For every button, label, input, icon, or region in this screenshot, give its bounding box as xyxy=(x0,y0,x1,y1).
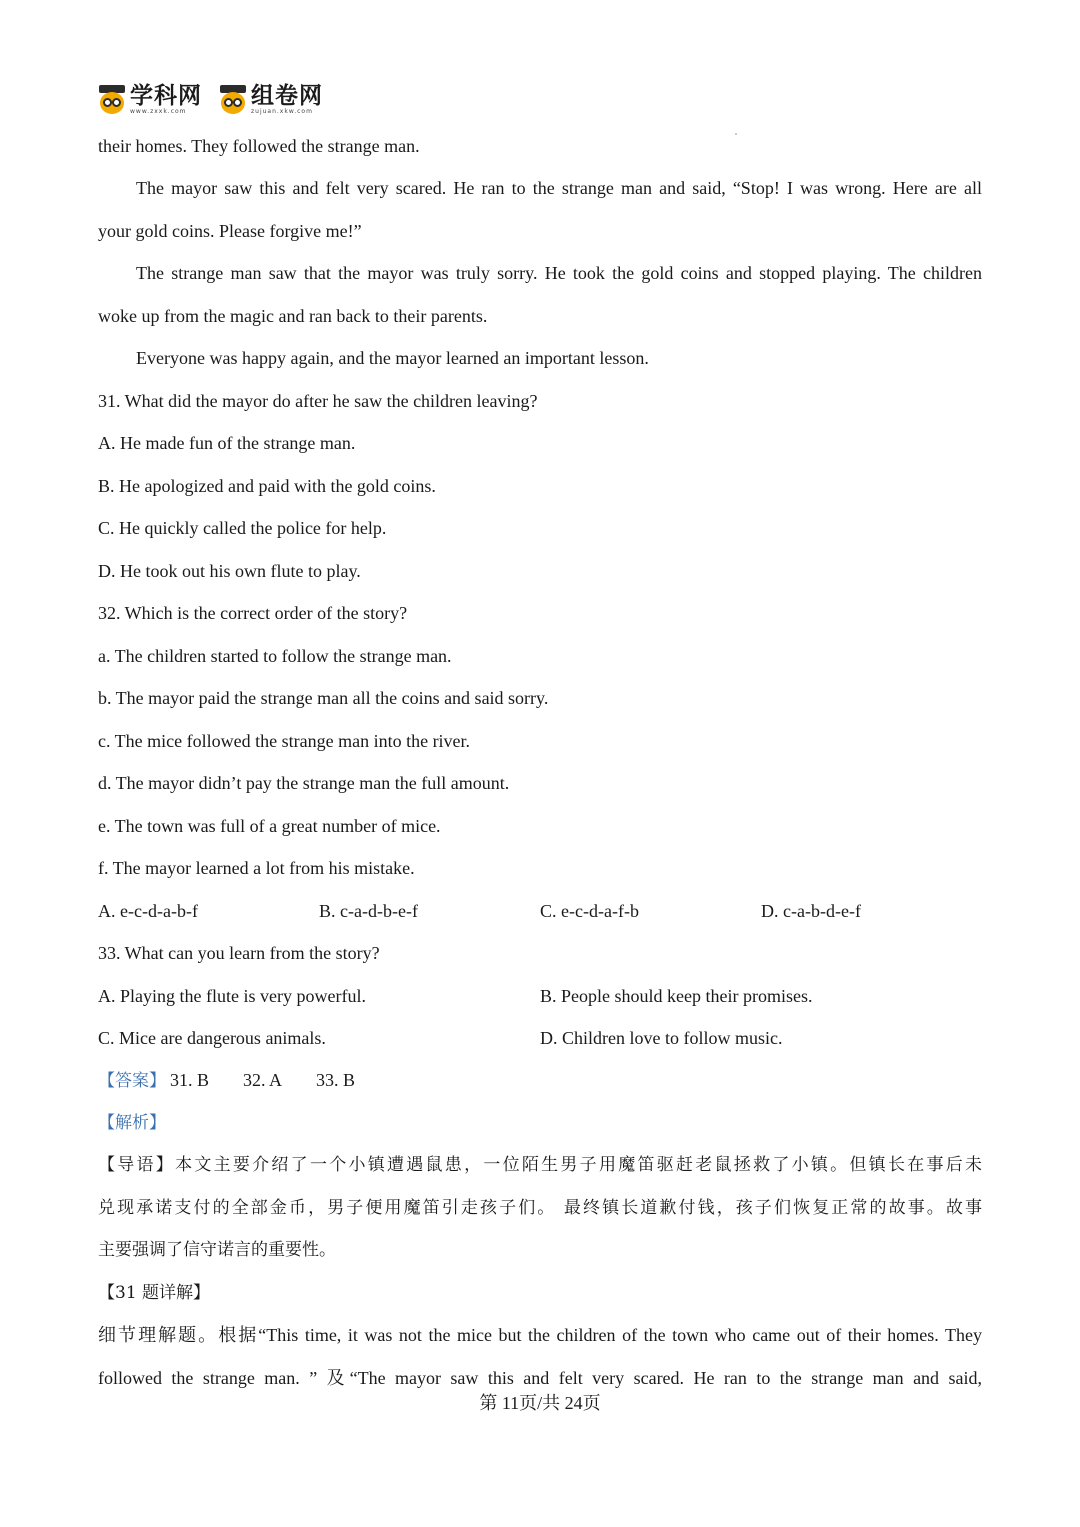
guide-text: 本文主要介绍了一个小镇遭遇鼠患，一位陌生男子用魔笛驱赶老鼠拯救了小镇。但镇长在事后未 xyxy=(175,1155,983,1175)
answer-tag: 【答案】 xyxy=(98,1071,166,1091)
owl-logo-icon xyxy=(218,85,248,115)
passage-line: The mayor saw this and felt very scared. He ran to the strange man and said, “Stop! I was wrong. Here are all xyxy=(136,178,982,198)
guide-tag: 【导语】 xyxy=(98,1155,176,1175)
logo-zujuan-name: 组卷网 xyxy=(251,83,323,109)
answer-32: 32. A xyxy=(243,1070,283,1090)
owl-logo-icon xyxy=(97,85,127,115)
q32-event-c: c. The mice followed the strange man into the river. xyxy=(98,731,471,751)
passage-line: their homes. They followed the strange man. xyxy=(98,136,420,156)
q33-option-c: C. Mice are dangerous animals. xyxy=(98,1028,326,1048)
q32-event-d: d. The mayor didn’t pay the strange man the full amount. xyxy=(98,773,510,793)
q32-event-e: e. The town was full of a great number of mice. xyxy=(98,816,441,836)
question-31: 31. What did the mayor do after he saw the children leaving? xyxy=(98,391,538,411)
logo-zxxk-url: www.zxxk.com xyxy=(130,108,187,115)
q33-option-b: B. People should keep their promises. xyxy=(540,986,813,1006)
q31-option-b: B. He apologized and paid with the gold coins. xyxy=(98,476,436,496)
passage-line: Everyone was happy again, and the mayor learned an important lesson. xyxy=(136,348,649,368)
q32-event-f: f. The mayor learned a lot from his mistake. xyxy=(98,858,415,878)
question-33: 33. What can you learn from the story? xyxy=(98,943,380,963)
analysis-tag: 【解析】 xyxy=(98,1113,166,1133)
q31-detail-line: 细节理解题。根据“This time, it was not the mice but the children of the town who came out of their homes. They xyxy=(98,1325,982,1345)
answer-31: 31. B xyxy=(170,1070,210,1090)
answer-row xyxy=(98,1068,982,1093)
q31-detail-line: followed the strange man. ” 及“The mayor saw this and felt very scared. He ran to the strange man and said, xyxy=(98,1368,982,1388)
q32-option-c: C. e-c-d-a-f-b xyxy=(540,901,639,921)
passage-line: your gold coins. Please forgive me!” xyxy=(98,221,362,241)
logo-zxxk xyxy=(97,85,202,115)
q32-option-a: A. e-c-d-a-b-f xyxy=(98,901,198,921)
q32-event-a: a. The children started to follow the strange man. xyxy=(98,646,452,666)
logo-zujuan-url: zujuan.xkw.com xyxy=(251,108,313,115)
q31-option-c: C. He quickly called the police for help. xyxy=(98,518,387,538)
guide-line: 主要强调了信守诺言的重要性。 xyxy=(98,1240,336,1260)
page-header xyxy=(97,80,323,120)
question-32: 32. Which is the correct order of the story? xyxy=(98,603,408,623)
passage-line: The strange man saw that the mayor was truly sorry. He took the gold coins and stopped playing. The children xyxy=(136,263,982,283)
page-number: 第 11页/共 24页 xyxy=(479,1393,601,1413)
q33-option-d: D. Children love to follow music. xyxy=(540,1028,783,1048)
guide-line: 兑现承诺支付的全部金币，男子便用魔笛引走孩子们。 最终镇长道歉付钱，孩子们恢复正常的故事。故事 xyxy=(98,1198,982,1218)
answer-33: 33. B xyxy=(316,1070,356,1090)
logo-zxxk-name: 学科网 xyxy=(130,83,202,109)
q31-option-d: D. He took out his own flute to play. xyxy=(98,561,361,581)
passage-line: woke up from the magic and ran back to their parents. xyxy=(98,306,488,326)
q31-detail-tag: 【31 题详解】 xyxy=(98,1283,211,1303)
guide-line xyxy=(98,1153,982,1177)
q32-option-d: D. c-a-b-d-e-f xyxy=(761,901,861,921)
q33-option-a: A. Playing the flute is very powerful. xyxy=(98,986,366,1006)
q32-event-b: b. The mayor paid the strange man all the coins and said sorry. xyxy=(98,688,549,708)
q32-option-b: B. c-a-d-b-e-f xyxy=(319,901,418,921)
logo-zujuan xyxy=(218,85,323,115)
q31-option-a: A. He made fun of the strange man. xyxy=(98,433,356,453)
